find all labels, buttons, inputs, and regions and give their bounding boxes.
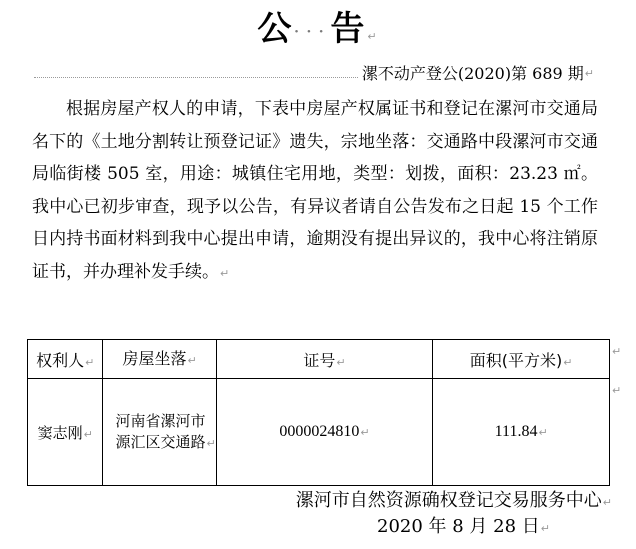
cell-owner: 窦志刚↵ [28,379,103,486]
paragraph-mark-icon: ↵ [336,355,346,369]
doc-number: 漯不动产登公(2020)第 689 期 [361,64,584,83]
paragraph-mark-icon: ↵ [187,353,197,367]
paragraph-mark-icon: ↵ [220,266,230,280]
row-end-mark-icon: ↵ [612,345,622,358]
table-header-row [28,340,610,379]
dotted-leader [34,77,358,78]
paragraph-mark-icon: ↵ [360,426,370,439]
paragraph-mark-icon: ↵ [367,30,379,43]
header-area: 面积(平方米)↵ [433,340,610,379]
cell-cert-no: 0000024810↵ [216,379,433,486]
table-row [28,379,610,486]
doc-number-line [34,64,594,84]
header-cert-no: 证号↵ [216,340,433,379]
notice-body [32,93,598,290]
certificate-table [27,339,610,486]
cell-area: 111.84↵ [433,379,610,486]
cell-location: 河南省漯河市源汇区交通路↵ [103,379,216,486]
paragraph-mark-icon: ↵ [563,355,573,369]
paragraph-mark-icon: ↵ [85,355,95,369]
issuer: 漯河市自然资源确权登记交易服务中心↵ [295,490,612,511]
paragraph-mark-icon: ↵ [602,496,612,509]
title-char-right: 告 [330,9,367,49]
paragraph-mark-icon: ↵ [83,427,93,441]
paragraph-mark-icon: ↵ [540,522,550,535]
issue-date: 2020 年 8 月 28 日↵ [377,516,550,537]
paragraph-mark-icon: ↵ [584,67,594,80]
row-end-mark-icon: ↵ [612,384,622,397]
title-dots: ··· [293,19,331,43]
title-char-left: 公 [257,9,294,49]
header-owner: 权利人↵ [28,340,103,379]
notice-title [0,6,636,60]
notice-body-text: 根据房屋产权人的申请，下表中房屋产权属证书和登记在漯河市交通局名下的《土地分割转让预登记证》遗失，宗地坐落：交通路中段漯河市交通局临街楼 505 室，用途：城镇住宅用地，类型：划拨，面积：23.23 ㎡。我中心已初步审查，现予以公告，有异议者请自公告发布之日起 15 个工作日内持书面材料到我中心提出申请，逾期没有提出异议的，我中心将注销原证书，并办理补发手续。 [32,99,598,282]
paragraph-mark-icon: ↵ [206,436,216,450]
paragraph-mark-icon: ↵ [538,426,548,439]
header-location: 房屋坐落↵ [103,340,216,379]
